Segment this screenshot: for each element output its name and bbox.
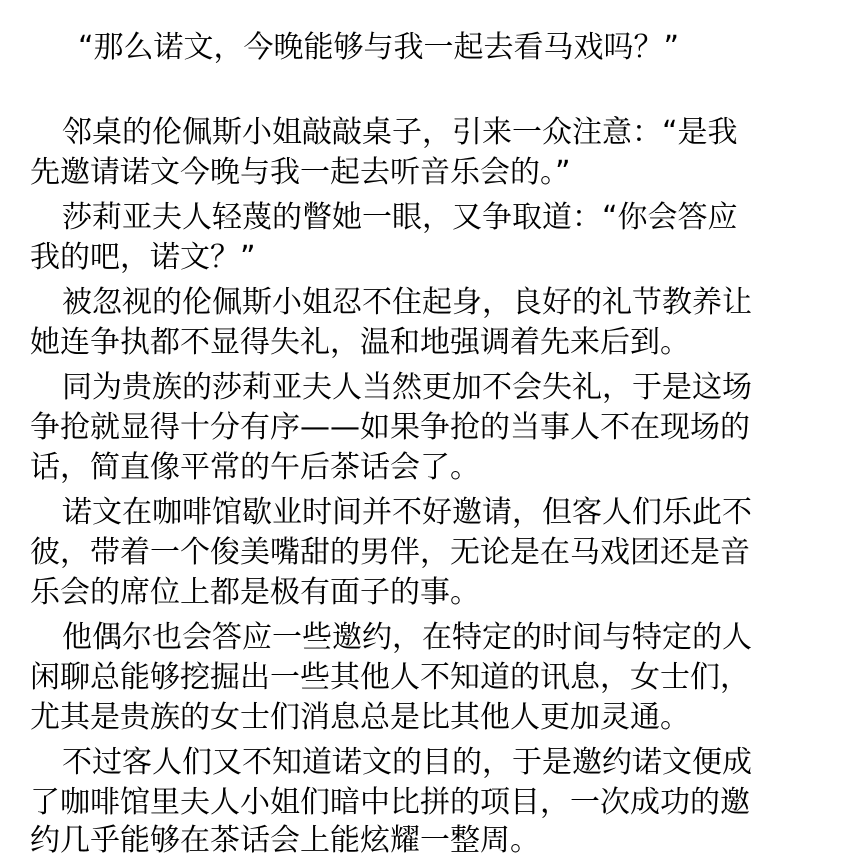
text-line: 尤其是贵族的女士们消息总是比其他人更加灵通。 xyxy=(30,700,690,735)
text-line: “那么诺文，今晚能够与我一起去看马戏吗？” xyxy=(78,30,680,65)
text-line: 争抢就显得十分有序——如果争抢的当事人不在现场的 xyxy=(30,410,750,445)
text-line: 乐会的席位上都是极有面子的事。 xyxy=(30,575,480,610)
text-line: 邻桌的伦佩斯小姐敲敲桌子，引来一众注意：“是我 xyxy=(62,115,738,150)
text-line: 被忽视的伦佩斯小姐忍不住起身，良好的礼节教养让 xyxy=(62,285,752,320)
text-line: 了咖啡馆里夫人小姐们暗中比拼的项目，一次成功的邀 xyxy=(30,785,750,820)
text-line: 话，简直像平常的午后茶话会了。 xyxy=(30,450,480,485)
text-line: 彼，带着一个俊美嘴甜的男伴，无论是在马戏团还是音 xyxy=(30,535,750,570)
text-line: 先邀请诺文今晚与我一起去听音乐会的。” xyxy=(30,155,571,190)
text-line: 她连争执都不显得失礼，温和地强调着先来后到。 xyxy=(30,325,690,360)
text-line: 同为贵族的莎莉亚夫人当然更加不会失礼，于是这场 xyxy=(62,370,752,405)
text-line: 不过客人们又不知道诺文的目的，于是邀约诺文便成 xyxy=(62,745,752,780)
text-line: 闲聊总能够挖掘出一些其他人不知道的讯息，女士们， xyxy=(30,660,750,695)
text-line: 我的吧，诺文？” xyxy=(30,240,256,275)
text-line: 莎莉亚夫人轻蔑的瞥她一眼，又争取道：“你会答应 xyxy=(62,200,738,235)
text-line: 约几乎能够在茶话会上能炫耀一整周。 xyxy=(30,823,540,858)
text-line: 他偶尔也会答应一些邀约，在特定的时间与特定的人 xyxy=(62,620,752,655)
text-line: 诺文在咖啡馆歇业时间并不好邀请，但客人们乐此不 xyxy=(62,495,752,530)
